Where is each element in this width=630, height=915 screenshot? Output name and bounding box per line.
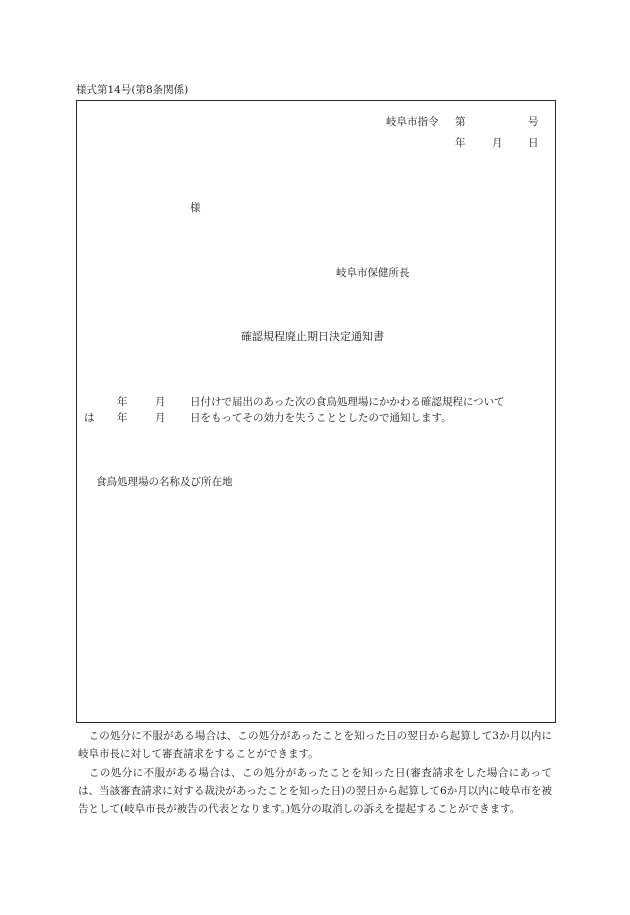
directive-prefix: 岐阜市指令: [386, 116, 439, 128]
body-line1-month: 月: [155, 396, 166, 408]
body-line1-year: 年: [117, 396, 128, 408]
date-day: 日: [528, 137, 539, 149]
note-appeal: この処分に不服がある場合は、この処分があったことを知った日の翌日から起算して3か月以内に岐阜市長に対して審査請求をすることができます。: [78, 730, 552, 760]
directive-dai: 第: [455, 116, 466, 128]
issuer-name: 岐阜市保健所長: [336, 267, 410, 279]
body-line2-year: 年: [117, 412, 128, 424]
facility-label: 食鳥処理場の名称及び所在地: [96, 476, 233, 488]
body-line2-wa: は: [84, 412, 95, 424]
document-title: 確認規程廃止期日決定通知書: [241, 330, 384, 343]
note-lawsuit: この処分に不服がある場合は、この処分があったことを知った日(審査請求をした場合にあっては、当該審査請求に対する裁決があったことを知った日)の翌日から起算して6か月以内に岐阜市を被告として(岐阜市長が被告の代表となります。)処分の取消しの訴えを提起することができます。: [78, 767, 552, 815]
directive-go: 号: [528, 116, 539, 128]
date-year: 年: [455, 137, 466, 149]
body-line2-text: 日をもってその効力を失うこととしたので通知します。: [190, 412, 452, 424]
body-line1-text: 日付けで届出のあった次の食鳥処理場にかかわる確認規程について: [190, 396, 505, 408]
form-number: 様式第14号(第8条関係): [76, 84, 189, 96]
date-month: 月: [492, 137, 503, 149]
body-line2-month: 月: [155, 412, 166, 424]
addressee-sama: 様: [190, 202, 201, 214]
